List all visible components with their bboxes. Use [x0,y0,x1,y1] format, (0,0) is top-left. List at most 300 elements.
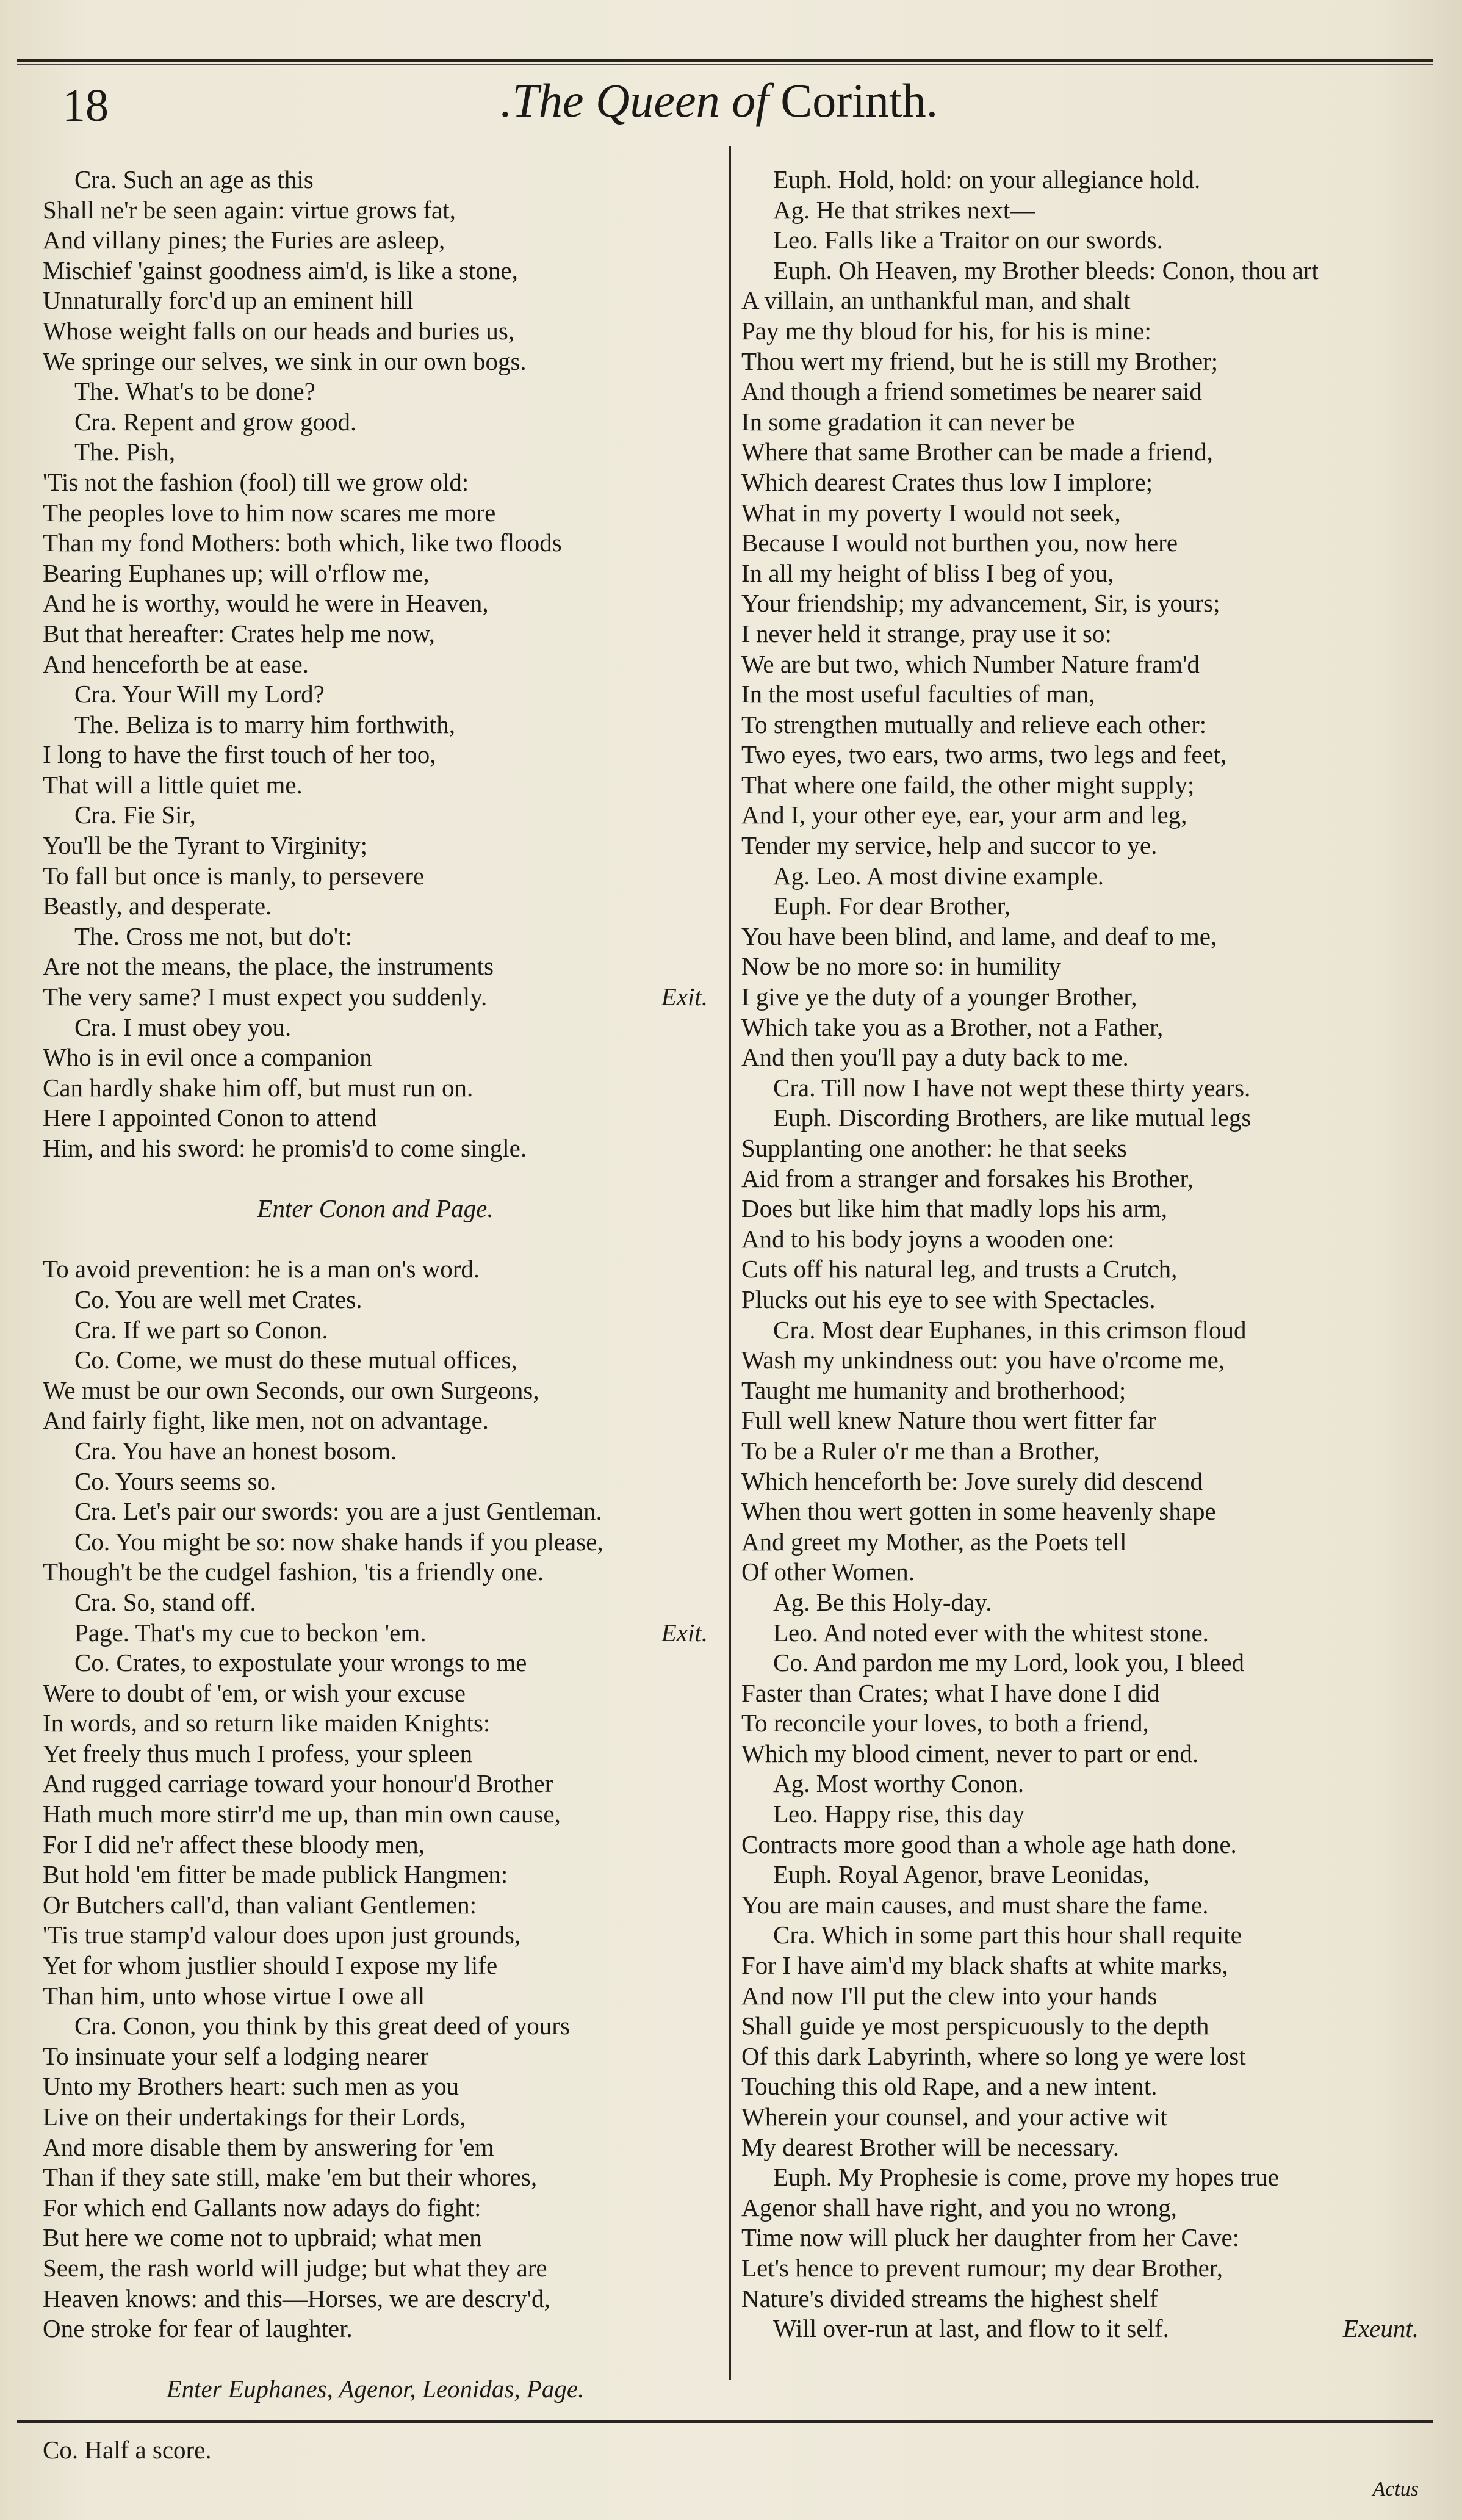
verse-line [741,1648,1419,1678]
line-text: Two eyes, two ears, two arms, two legs and feet, [741,740,1227,769]
line-text: Mischief 'gainst goodness aim'd, is like a stone, [43,256,518,284]
verse-line [741,1951,1419,1981]
verse-line [43,1164,708,1194]
line-text: One stroke for fear of laughter. [43,2314,353,2343]
line-text: Than if they sate still, make 'em but their whores, [43,2163,538,2192]
verse-line [43,1406,708,1436]
stage-direction [43,1194,708,1224]
verse-line [43,2132,708,2163]
line-text: When thou wert gotten in some heavenly shape [741,1497,1216,1526]
line-text: Wherein your counsel, and your active wit [741,2103,1167,2131]
verse-line [741,2193,1419,2223]
line-text: Beastly, and desperate. [43,892,272,920]
line-text: Euph. Hold, hold: on your allegiance hold. [773,165,1201,193]
verse-line [43,437,708,468]
verse-line [741,347,1419,377]
verse-line [43,528,708,558]
verse-line [741,195,1419,226]
line-text: And more disable them by answering for 'em [43,2132,494,2161]
bottom-rule [17,2420,1433,2423]
verse-line [43,982,708,1013]
verse-line [741,316,1419,347]
verse-line [43,347,708,377]
verse-line [741,1254,1419,1285]
verse-line [43,1981,708,2012]
line-text: Cra. Conon, you think by this great deed of yours [74,2012,570,2040]
verse-line [741,407,1419,438]
line-text: Euph. Oh Heaven, my Brother bleeds: Conon, thou art [773,256,1319,284]
catchword: Actus [1372,2478,1419,2500]
running-title-roman: Corinth. [780,74,938,127]
line-text: You are main causes, and must share the fame. [741,1890,1209,1919]
line-text: Wash my unkindness out: you have o'rcome me, [741,1346,1225,1374]
line-text: Page. That's my cue to beckon 'em. [74,1618,427,1647]
line-text: We are but two, which Number Nature fram'd [741,649,1200,678]
line-text: Heaven knows: and this—Horses, we are descry'd, [43,2284,550,2312]
verse-line [741,1527,1419,1558]
line-text: Who is in evil once a companion [43,1043,372,1072]
page-header [0,61,1462,131]
verse-line [43,1436,708,1467]
line-text: Contracts more good than a whole age hath done. [741,1830,1237,1858]
line-text: But that hereafter: Crates help me now, [43,619,435,648]
verse-line [741,982,1419,1013]
verse-line [43,861,708,892]
verse-line [43,1799,708,1830]
line-text: You'll be the Tyrant to Virginity; [43,831,368,860]
line-text: Where that same Brother can be made a friend, [741,438,1213,466]
line-text: Shall ne'r be seen again: virtue grows fat, [43,195,456,224]
verse-line [43,1648,708,1678]
line-text: And then you'll pay a duty back to me. [741,1043,1129,1072]
line-text: Aid from a stranger and forsakes his Brother, [741,1164,1194,1193]
line-text: Cra. If we part so Conon. [74,1315,328,1344]
line-text: Touching this old Rape, and a new intent. [741,2072,1158,2101]
line-text: Unnaturally forc'd up an eminent hill [43,286,414,315]
line-text: Time now will pluck her daughter from her Cave: [741,2223,1240,2252]
line-text: Leo. And noted ever with the whitest stone. [773,1618,1209,1647]
verse-line [741,1557,1419,1587]
line-text: Will over-run at last, and flow to it self. [773,2314,1169,2343]
line-text: My dearest Brother will be necessary. [741,2132,1119,2161]
left-column [43,165,708,2465]
line-text: Full well knew Nature thou wert fitter far [741,1406,1156,1435]
verse-line [43,891,708,922]
line-text: For I have aim'd my black shafts at white marks, [741,1951,1228,1980]
line-text: Co. And pardon me my Lord, look you, I bleed [773,1648,1245,1677]
stage-direction [43,2374,708,2405]
verse-line [43,407,708,438]
verse-line [741,2132,1419,2163]
line-text: We springe our selves, we sink in our own bogs. [43,347,527,375]
line-text: Here I appointed Conon to attend [43,1103,377,1132]
verse-line [43,2284,708,2314]
verse-line [741,2102,1419,2132]
verse-line [43,377,708,407]
verse-line [43,1920,708,1951]
line-text: In words, and so return like maiden Knights: [43,1709,491,1738]
line-text: Than him, unto whose virtue I owe all [43,1981,425,2010]
line-text: Ag. Be this Holy-day. [773,1587,992,1616]
line-text: In all my height of bliss I beg of you, [741,558,1114,587]
running-title-italic: .The Queen of [500,74,769,127]
verse-line [43,2042,708,2072]
verse-line [741,1739,1419,1769]
line-text: And I, your other eye, ear, your arm and leg, [741,801,1187,829]
line-text: Can hardly shake him off, but must run on. [43,1073,474,1102]
line-text: Live on their undertakings for their Lords, [43,2103,466,2131]
line-text: Co. Yours seems so. [74,1467,276,1495]
line-text: Plucks out his eye to see with Spectacles. [741,1285,1156,1313]
verse-line [43,316,708,347]
verse-line [43,1254,708,1285]
verse-line [741,1224,1419,1255]
line-text: Unto my Brothers heart: such men as you [43,2072,459,2101]
line-text: To strengthen mutually and relieve each other: [741,710,1207,738]
line-text: The very same? I must expect you suddenly. [43,983,488,1011]
line-text: But hold 'em fitter be made publick Hangmen: [43,1860,508,1889]
verse-line [43,1315,708,1346]
line-text: Does but like him that madly lops his arm, [741,1194,1168,1223]
verse-line [43,2102,708,2132]
verse-line [741,468,1419,498]
verse-line [741,1678,1419,1709]
line-text: Your friendship; my advancement, Sir, is yours; [741,589,1220,618]
verse-line [43,558,708,589]
line-text: Enter Euphanes, Agenor, Leonidas, Page. [166,2375,585,2403]
line-text: Leo. Happy rise, this day [773,1800,1025,1829]
line-text: Cra. You have an honest bosom. [74,1436,397,1465]
line-text: 'Tis true stamp'd valour does upon just grounds, [43,1921,521,1949]
verse-line [43,1769,708,1799]
line-text: Co. Come, we must do these mutual offices, [74,1346,517,1374]
exit-direction: Exit. [661,1618,708,1647]
line-text: The. What's to be done? [74,377,315,406]
line-text: What in my poverty I would not seek, [741,498,1121,527]
line-text: Are not the means, the place, the instruments [43,952,494,981]
verse-line [43,225,708,256]
line-text: Agenor shall have right, and you no wrong, [741,2193,1177,2222]
line-text: Euph. Royal Agenor, brave Leonidas, [773,1860,1150,1889]
line-text: Ag. Most worthy Conon. [773,1769,1024,1798]
line-text: And villany pines; the Furies are asleep, [43,226,445,255]
verse-line [741,1042,1419,1073]
verse-line [741,558,1419,589]
line-text: Tender my service, help and succor to ye. [741,831,1158,860]
verse-line [741,1285,1419,1315]
line-text: Or Butchers call'd, than valiant Gentlemen: [43,1890,477,1919]
line-text: Cra. I must obey you. [74,1013,292,1041]
verse-line [43,1830,708,1860]
verse-line [741,1799,1419,1830]
verse-line [43,1618,708,1648]
verse-line [741,1164,1419,1194]
line-text: Cra. Such an age as this [74,165,314,193]
verse-line [43,1557,708,1587]
line-text: The peoples love to him now scares me more [43,498,496,527]
verse-line [43,1013,708,1043]
line-text: Nature's divided streams the highest shelf [741,2284,1158,2312]
line-text: For which end Gallants now adays do fight: [43,2193,481,2222]
verse-line [43,2223,708,2253]
verse-line [741,710,1419,740]
verse-line [43,468,708,498]
line-text: Supplanting one another: he that seeks [741,1134,1127,1162]
verse-line [741,1376,1419,1406]
verse-line [43,1527,708,1558]
verse-line [741,1830,1419,1860]
verse-line [43,740,708,770]
verse-line [43,1860,708,1890]
verse-line [43,2011,708,2042]
line-text: Though't be the cudgel fashion, 'tis a friendly one. [43,1558,544,1586]
line-text: That where one faild, the other might supply; [741,770,1195,799]
verse-line [43,770,708,801]
line-text: Cra. Most dear Euphanes, in this crimson floud [773,1315,1247,1344]
verse-line [741,679,1419,710]
verse-line [741,891,1419,922]
line-text: Which dearest Crates thus low I implore; [741,468,1153,496]
line-text: I never held it strange, pray use it so: [741,619,1112,648]
line-text: Cra. Repent and grow good. [74,407,357,436]
line-text: Which henceforth be: Jove surely did descend [741,1467,1203,1495]
line-text: Taught me humanity and brotherhood; [741,1376,1126,1404]
verse-line [741,2253,1419,2284]
verse-line [43,831,708,861]
line-text: And rugged carriage toward your honour'd Brother [43,1769,553,1798]
verse-line [43,286,708,316]
verse-line [43,2162,708,2193]
line-text: Pay me thy bloud for his, for his is mine: [741,316,1151,345]
verse-line [43,1951,708,1981]
line-text: To be a Ruler o'r me than a Brother, [741,1436,1100,1465]
line-text: Which take you as a Brother, not a Father, [741,1013,1164,1041]
verse-line [741,1194,1419,1224]
verse-line [741,1496,1419,1527]
verse-line [741,861,1419,892]
verse-line [741,1103,1419,1133]
verse-line [741,437,1419,468]
verse-line [741,377,1419,407]
verse-line [741,1345,1419,1376]
verse-line [741,2042,1419,2072]
verse-line [741,1769,1419,1799]
verse-line [741,2071,1419,2102]
line-text: You have been blind, and lame, and deaf to me, [741,922,1217,950]
verse-line [741,256,1419,286]
line-text: Of this dark Labyrinth, where so long ye were lost [741,2042,1246,2070]
verse-line [43,1042,708,1073]
verse-line [43,1285,708,1315]
verse-line [43,679,708,710]
line-text: Enter Conon and Page. [257,1194,494,1223]
line-text: Cra. Let's pair our swords: you are a just Gentleman. [74,1497,602,1526]
verse-line [43,1739,708,1769]
verse-line [741,528,1419,558]
verse-line [741,225,1419,256]
page-number: 18 [62,80,109,131]
verse-line [43,649,708,680]
verse-line [43,1224,708,1255]
verse-line [741,498,1419,529]
verse-line [43,1587,708,1618]
verse-line [43,1345,708,1376]
line-text: In some gradation it can never be [741,407,1075,436]
verse-line [741,1133,1419,1164]
line-text: The. Pish, [74,438,176,466]
line-text: Yet freely thus much I profess, your spleen [43,1739,473,1767]
verse-line [43,256,708,286]
line-text: And he is worthy, would he were in Heaven, [43,589,489,618]
line-text: Let's hence to prevent rumour; my dear Brother, [741,2253,1223,2282]
line-text: To avoid prevention: he is a man on's word. [43,1255,480,1283]
line-text: To fall but once is manly, to persevere [43,861,425,890]
verse-line [741,1708,1419,1739]
verse-line [741,1920,1419,1951]
verse-line [43,800,708,831]
verse-line [741,619,1419,649]
line-text: Leo. Falls like a Traitor on our swords. [773,226,1163,255]
verse-line [741,649,1419,680]
verse-line [741,831,1419,861]
line-text: Co. Crates, to expostulate your wrongs to me [74,1648,527,1677]
verse-line [43,1678,708,1709]
line-text: Now be no more so: in humility [741,952,1061,981]
line-text: And though a friend sometimes be nearer said [741,377,1202,406]
line-text: To insinuate your self a lodging nearer [43,2042,429,2070]
verse-line [43,2344,708,2375]
verse-line [43,1496,708,1527]
line-text: Ag. He that strikes next— [773,195,1035,224]
line-text: To reconcile your loves, to both a friend, [741,1709,1149,1738]
verse-line [741,1890,1419,1921]
verse-line [43,2193,708,2223]
line-text: Cuts off his natural leg, and trusts a Crutch, [741,1255,1178,1283]
verse-line [741,2162,1419,2193]
line-text: I long to have the first touch of her too, [43,740,436,769]
line-text: Cra. Till now I have not wept these thirty years. [773,1073,1251,1102]
verse-line [43,2253,708,2284]
verse-line [741,2223,1419,2253]
verse-line [43,588,708,619]
right-column [741,165,1419,2500]
verse-line [741,800,1419,831]
exit-direction: Exeunt. [1342,2314,1419,2343]
verse-line [43,1103,708,1133]
line-text: 'Tis not the fashion (fool) till we grow old: [43,468,469,496]
verse-line [741,1860,1419,1890]
exit-direction: Exit. [661,983,708,1011]
verse-line [43,710,708,740]
line-text: And fairly fight, like men, not on advantage. [43,1406,489,1435]
line-text: Shall guide ye most perspicuously to the depth [741,2012,1209,2040]
verse-line [741,1981,1419,2012]
verse-line [43,1073,708,1103]
verse-line [43,922,708,952]
line-text: But here we come not to upbraid; what men [43,2223,482,2252]
line-text: Ag. Leo. A most divine example. [773,861,1104,890]
line-text: And greet my Mother, as the Poets tell [741,1527,1127,1556]
line-text: Thou wert my friend, but he is still my Brother; [741,347,1219,375]
verse-line [741,1436,1419,1467]
verse-line [741,286,1419,316]
line-text: Were to doubt of 'em, or wish your excuse [43,1678,466,1707]
line-text: Euph. Discording Brothers, are like mutual legs [773,1103,1251,1132]
verse-line [741,1315,1419,1346]
line-text: In the most useful faculties of man, [741,680,1095,709]
line-text: Than my fond Mothers: both which, like two floods [43,529,562,557]
line-text: Bearing Euphanes up; will o'rflow me, [43,558,430,587]
line-text: Because I would not burthen you, now here [741,529,1178,557]
verse-line [741,1073,1419,1103]
verse-line [43,1376,708,1406]
verse-line [741,1618,1419,1648]
verse-line [741,1587,1419,1618]
verse-line [741,2011,1419,2042]
verse-line [43,2435,708,2466]
line-text: Faster than Crates; what I have done I did [741,1678,1160,1707]
verse-line [43,165,708,195]
line-text: For I did ne'r affect these bloody men, [43,1830,425,1858]
line-text: The. Beliza is to marry him forthwith, [74,710,455,738]
line-text: Euph. My Prophesie is come, prove my hopes true [773,2163,1279,2192]
verse-line [43,619,708,649]
line-text: Whose weight falls on our heads and buries us, [43,316,515,345]
verse-line [43,2314,708,2344]
verse-line [43,195,708,226]
verse-line [43,951,708,982]
line-text: We must be our own Seconds, our own Surgeons, [43,1376,539,1404]
line-text: Yet for whom justlier should I expose my life [43,1951,498,1980]
verse-line [741,770,1419,801]
line-text: I give ye the duty of a younger Brother, [741,983,1137,1011]
verse-line [43,2071,708,2102]
line-text: Euph. For dear Brother, [773,892,1010,920]
line-text: Him, and his sword: he promis'd to come single. [43,1134,527,1162]
verse-line [741,588,1419,619]
line-text: And now I'll put the clew into your hands [741,1981,1158,2010]
line-text: The. Cross me not, but do't: [74,922,352,950]
verse-line [741,740,1419,770]
line-text: Which my blood ciment, never to part or end. [741,1739,1199,1767]
verse-line [741,2314,1419,2344]
line-text: Co. Half a score. [43,2435,212,2464]
verse-line [43,1133,708,1164]
line-text: Cra. Fie Sir, [74,801,196,829]
verse-line [43,1708,708,1739]
line-text: Of other Women. [741,1558,915,1586]
verse-line [741,2284,1419,2314]
column-divider [729,146,731,2380]
line-text: A villain, an unthankful man, and shalt [741,286,1131,315]
line-text: Cra. Which in some part this hour shall requite [773,1921,1242,1949]
line-text: That will a little quiet me. [43,770,303,799]
line-text: Seem, the rash world will judge; but what they are [43,2253,547,2282]
verse-line [43,498,708,529]
line-text: Co. You are well met Crates. [74,1285,362,1313]
line-text: Co. You might be so: now shake hands if you please, [74,1527,603,1556]
running-title [500,73,938,128]
line-text: Cra. So, stand off. [74,1587,256,1616]
verse-line [43,1890,708,1921]
verse-line [741,1013,1419,1043]
verse-line [741,922,1419,952]
verse-line [43,1467,708,1497]
verse-line [741,1406,1419,1436]
verse-line [741,165,1419,195]
verse-line [741,1467,1419,1497]
line-text: Cra. Your Will my Lord? [74,680,325,709]
